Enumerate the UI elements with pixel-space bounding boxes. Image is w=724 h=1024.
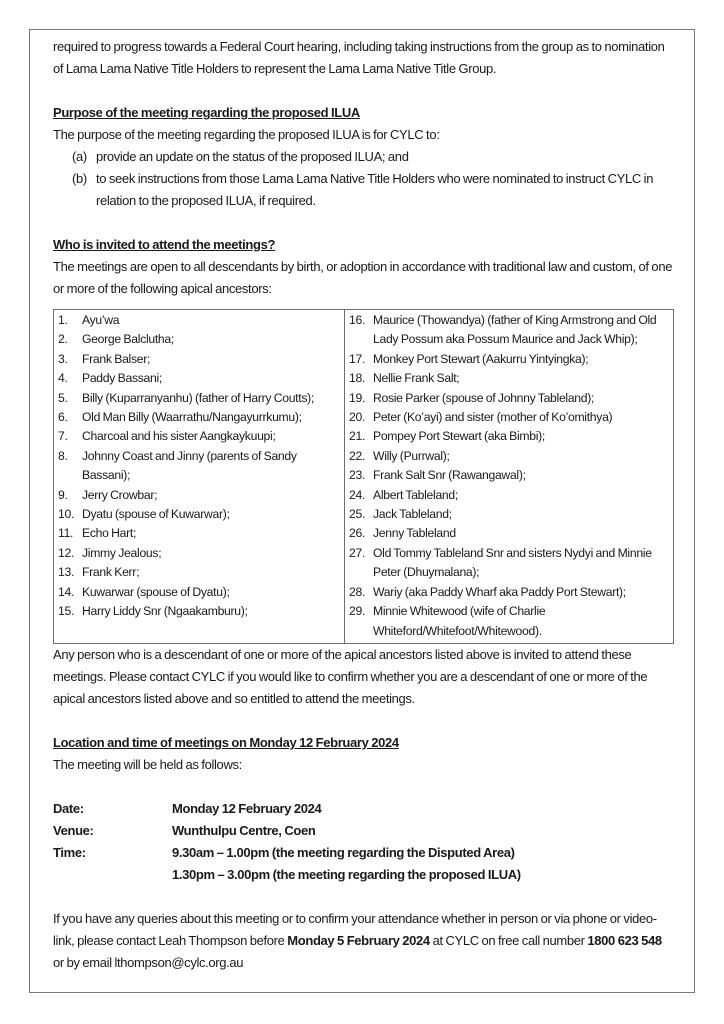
ancestor-number: 7. bbox=[58, 429, 68, 444]
ancestor-name: Ayu’wa bbox=[82, 313, 120, 327]
ancestor-list-item bbox=[58, 350, 340, 369]
ancestor-list-item bbox=[349, 583, 669, 602]
ancestor-name: Jenny Tableland bbox=[373, 526, 456, 541]
ancestor-list-item bbox=[58, 563, 340, 582]
ancestor-list-item bbox=[349, 486, 669, 505]
ancestor-number: 19. bbox=[349, 390, 366, 405]
ancestor-name: Frank Kerr; bbox=[82, 565, 140, 580]
location-lead: The meeting will be held as follows: bbox=[53, 756, 242, 772]
purpose-list bbox=[53, 146, 673, 212]
ancestor-name: Jimmy Jealous; bbox=[82, 545, 162, 560]
invite-after-table: Any person who is a descendant of one or more of the apical ancestors listed above is invited to attend these meetings. Please contact CYLC if you would like to confirm whether you are a descendant of one or more of the apical ancestors listed above and so entitled to attend the meetings. bbox=[53, 646, 648, 706]
ancestor-name: Echo Hart; bbox=[82, 526, 137, 541]
ancestor-list-item bbox=[58, 408, 340, 427]
ancestor-name: Johnny Coast and Jinny (parents of Sandy Bassani); bbox=[82, 448, 297, 483]
contact-text-1: If you have any queries about this meeting or to confirm your attendance whether in person or via phone or video-link, please contact Leah Thompson before bbox=[53, 910, 657, 948]
ancestor-list-item bbox=[349, 524, 669, 543]
ancestor-list-item bbox=[349, 350, 669, 369]
intro-paragraph: required to progress towards a Federal Court hearing, including taking instructions from the group as to nomination of Lama Lama Native Title Holders to represent the Lama Lama Native Title Group. bbox=[53, 39, 665, 76]
ancestor-name: Old Tommy Tableland Snr and sisters Nydyi and Minnie Peter (Dhuymalana); bbox=[373, 545, 652, 580]
purpose-item-text: to seek instructions from those Lama Lama Native Title Holders who were nominated to instruct CYLC in relation to the proposed ILUA, if required. bbox=[96, 171, 654, 208]
contact-text-2: at CYLC on free call number bbox=[429, 932, 588, 948]
ancestors-column-left bbox=[54, 310, 345, 643]
ancestor-list-item bbox=[58, 427, 340, 446]
ancestor-list-item bbox=[349, 389, 669, 408]
date-label: Date: bbox=[53, 800, 84, 816]
ancestor-list-item bbox=[58, 311, 340, 330]
venue-value: Wunthulpu Centre, Coen bbox=[172, 822, 316, 838]
ancestor-list-item bbox=[58, 486, 340, 505]
ancestor-number: 21. bbox=[349, 429, 366, 444]
ancestor-name: Jerry Crowbar; bbox=[82, 487, 158, 502]
ancestor-list-item bbox=[58, 369, 340, 388]
ancestor-name: Dyatu (spouse of Kuwarwar); bbox=[82, 507, 230, 522]
ancestor-number: 8. bbox=[58, 448, 68, 463]
ancestor-list-item bbox=[349, 427, 669, 446]
time-value-1: 9.30am – 1.00pm (the meeting regarding the Disputed Area) bbox=[172, 844, 515, 860]
purpose-lead: The purpose of the meeting regarding the proposed ILUA is for CYLC to: bbox=[53, 127, 440, 142]
list-marker: (b) bbox=[72, 171, 87, 186]
venue-label: Venue: bbox=[53, 822, 94, 838]
ancestor-number: 26. bbox=[349, 526, 366, 541]
ancestor-list-item bbox=[349, 602, 669, 641]
ancestor-name: Monkey Port Stewart (Aakurru Yintyingka); bbox=[373, 351, 589, 366]
ancestor-name: Willy (Purrwal); bbox=[373, 448, 450, 463]
ancestor-name: Kuwarwar (spouse of Dyatu); bbox=[82, 584, 230, 599]
ancestor-list-item bbox=[58, 505, 340, 524]
ancestor-number: 17. bbox=[349, 351, 366, 366]
ancestor-name: Frank Salt Snr (Rawangawal); bbox=[373, 468, 526, 483]
ancestor-list-item bbox=[58, 524, 340, 543]
ancestor-name: George Balclutha; bbox=[82, 332, 174, 347]
purpose-heading: Purpose of the meeting regarding the proposed ILUA bbox=[53, 105, 360, 120]
ancestor-number: 15. bbox=[58, 604, 75, 619]
ancestor-name: Wariy (aka Paddy Wharf aka Paddy Port Stewart); bbox=[373, 584, 626, 599]
ancestor-name: Nellie Frank Salt; bbox=[373, 371, 460, 386]
time-label: Time: bbox=[53, 844, 86, 860]
ancestor-number: 29. bbox=[349, 604, 366, 619]
ancestor-name: Pompey Port Stewart (aka Bimbi); bbox=[373, 429, 545, 444]
contact-paragraph bbox=[53, 908, 673, 974]
ancestor-number: 27. bbox=[349, 545, 366, 560]
ancestor-number: 18. bbox=[349, 371, 366, 386]
ancestor-list-item bbox=[349, 505, 669, 524]
ancestor-name: Harry Liddy Snr (Ngaakamburu); bbox=[82, 604, 248, 619]
invite-lead: The meetings are open to all descendants by birth, or adoption in accordance with traditional law and custom, of one or more of the following apical ancestors: bbox=[53, 259, 673, 296]
ancestor-name: Jack Tableland; bbox=[373, 507, 452, 522]
ancestor-number: 28. bbox=[349, 584, 366, 599]
ancestor-list-item bbox=[58, 389, 340, 408]
ancestor-name: Minnie Whitewood (wife of Charlie Whiteford/Whitefoot/Whitewood). bbox=[373, 604, 546, 638]
ancestor-name: Frank Balser; bbox=[82, 351, 151, 366]
ancestor-list-item bbox=[58, 447, 340, 486]
ancestor-number: 11. bbox=[58, 526, 74, 541]
apical-ancestors-table bbox=[53, 309, 674, 644]
ancestor-number: 22. bbox=[349, 448, 366, 463]
contact-phone[interactable]: 1800 623 548 bbox=[587, 932, 662, 948]
purpose-item bbox=[53, 168, 673, 212]
ancestor-list-item bbox=[58, 583, 340, 602]
ancestor-number: 9. bbox=[58, 487, 68, 502]
ancestor-number: 6. bbox=[58, 410, 68, 425]
contact-email[interactable]: lthompson@cylc.org.au bbox=[114, 954, 244, 970]
ancestor-number: 5. bbox=[58, 390, 68, 405]
purpose-item bbox=[53, 146, 673, 168]
ancestor-number: 2. bbox=[58, 332, 68, 347]
ancestors-column-right bbox=[345, 310, 673, 643]
ancestor-name: Albert Tableland; bbox=[373, 487, 458, 502]
schedule-venue-row bbox=[53, 820, 673, 842]
list-marker: (a) bbox=[72, 149, 87, 164]
location-heading: Location and time of meetings on Monday 12 February 2024 bbox=[53, 734, 399, 750]
contact-text-3: or by email bbox=[53, 954, 115, 970]
ancestor-name: Charcoal and his sister Aangkaykuupi; bbox=[82, 429, 276, 444]
ancestor-number: 20. bbox=[349, 410, 366, 425]
contact-deadline: Monday 5 February 2024 bbox=[287, 932, 430, 948]
ancestor-name: Rosie Parker (spouse of Johnny Tableland); bbox=[373, 390, 595, 405]
ancestor-name: Peter (Ko’ayi) and sister (mother of Ko’omithya) bbox=[373, 410, 613, 425]
ancestor-number: 12. bbox=[58, 545, 75, 560]
ancestor-number: 4. bbox=[58, 371, 68, 386]
ancestor-list-item bbox=[58, 602, 340, 621]
ancestor-number: 24. bbox=[349, 487, 366, 502]
ancestor-number: 14. bbox=[58, 584, 75, 599]
date-value: Monday 12 February 2024 bbox=[172, 800, 322, 816]
ancestor-number: 23. bbox=[349, 468, 366, 483]
ancestor-number: 10. bbox=[58, 507, 75, 522]
schedule-date-row bbox=[53, 798, 673, 820]
ancestor-number: 1. bbox=[58, 313, 68, 327]
invite-heading: Who is invited to attend the meetings? bbox=[53, 237, 276, 252]
ancestor-list-item bbox=[58, 330, 340, 349]
ancestor-number: 13. bbox=[58, 565, 75, 580]
ancestor-list-item bbox=[349, 447, 669, 466]
ancestor-list-item bbox=[58, 544, 340, 563]
time-value-2: 1.30pm – 3.00pm (the meeting regarding the proposed ILUA) bbox=[172, 866, 521, 882]
ancestor-name: Billy (Kuparranyanhu) (father of Harry Coutts); bbox=[82, 390, 314, 405]
ancestor-list-item bbox=[349, 408, 669, 427]
document-body bbox=[53, 36, 673, 974]
ancestor-name: Maurice (Thowandya) (father of King Armstrong and Old Lady Possum aka Possum Maurice and Jack Whip); bbox=[373, 313, 657, 347]
schedule-time-row bbox=[53, 842, 673, 864]
ancestor-name: Old Man Billy (Waarrathu/Nangayurrkumu); bbox=[82, 410, 302, 425]
ancestor-list-item bbox=[349, 466, 669, 485]
ancestor-list-item bbox=[349, 369, 669, 388]
ancestor-name: Paddy Bassani; bbox=[82, 371, 162, 386]
purpose-item-text: provide an update on the status of the proposed ILUA; and bbox=[96, 149, 409, 164]
schedule-time-row-2 bbox=[53, 864, 673, 886]
ancestor-number: 16. bbox=[349, 313, 366, 327]
ancestor-list-item bbox=[349, 544, 669, 583]
ancestor-list-item bbox=[349, 311, 669, 350]
ancestor-number: 3. bbox=[58, 351, 68, 366]
ancestor-number: 25. bbox=[349, 507, 366, 522]
